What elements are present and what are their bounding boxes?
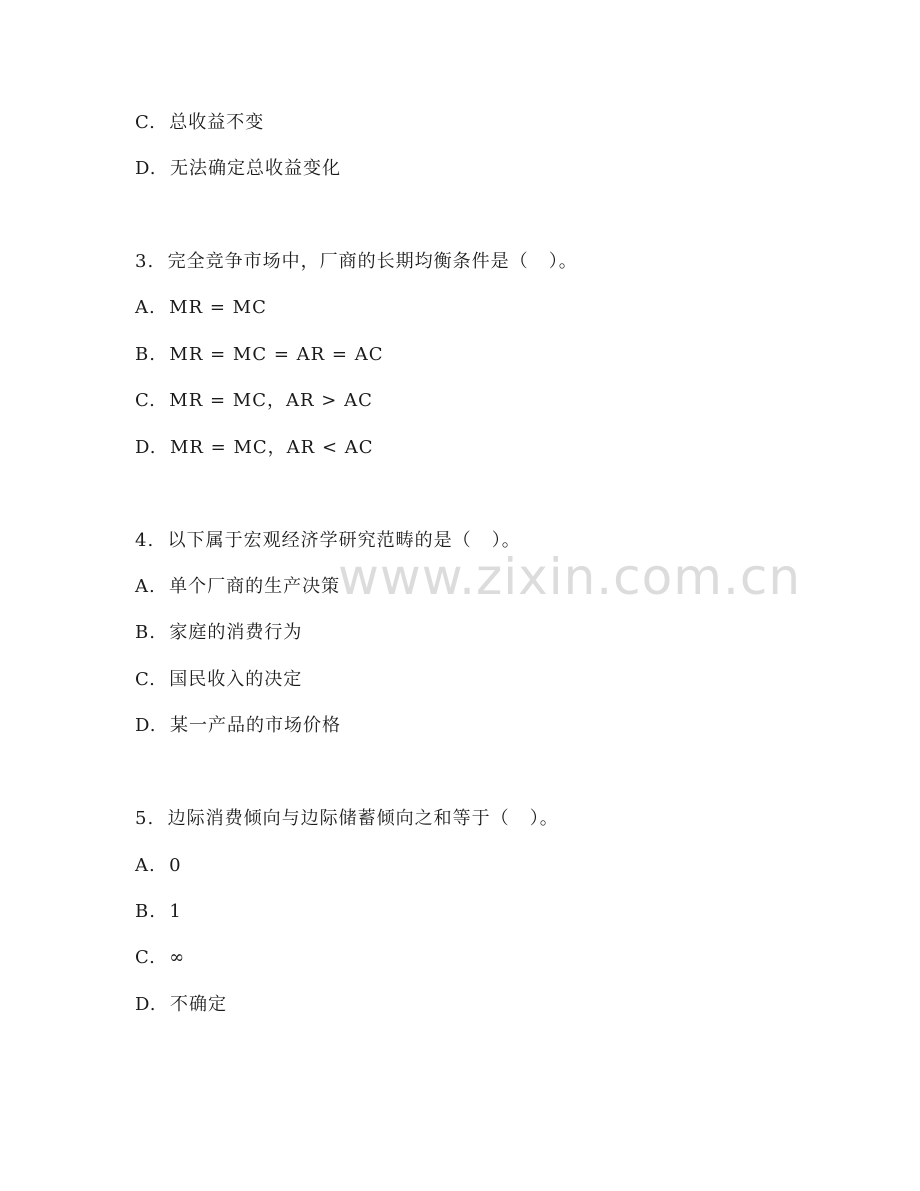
q5-option-b: B. 1 xyxy=(135,901,182,922)
q4-option-c: C. 国民收入的决定 xyxy=(135,669,303,690)
q4-option-d: D. 某一产品的市场价格 xyxy=(135,715,341,736)
q5-option-d: D. 不确定 xyxy=(135,994,227,1015)
q4-stem: 4. 以下属于宏观经济学研究范畴的是（ ）。 xyxy=(135,530,521,551)
q3-option-c: C. MR = MC，AR > AC xyxy=(135,390,373,411)
q5-option-a: A. 0 xyxy=(135,855,182,876)
q3-option-b: B. MR = MC = AR = AC xyxy=(135,344,384,365)
q5-stem: 5. 边际消费倾向与边际储蓄倾向之和等于（ ）。 xyxy=(135,808,559,829)
watermark: www.zixin.com.cn xyxy=(338,548,802,606)
q2-option-d: D. 无法确定总收益变化 xyxy=(135,158,341,179)
q3-stem: 3. 完全竞争市场中，厂商的长期均衡条件是（ ）。 xyxy=(135,251,578,272)
q2-option-c: C. 总收益不变 xyxy=(135,112,265,133)
q4-option-b: B. 家庭的消费行为 xyxy=(135,622,303,643)
q5-option-c: C. ∞ xyxy=(135,947,186,968)
q4-option-a: A. 单个厂商的生产决策 xyxy=(135,576,341,597)
q3-option-a: A. MR = MC xyxy=(135,297,267,318)
q3-option-d: D. MR = MC，AR < AC xyxy=(135,437,374,458)
